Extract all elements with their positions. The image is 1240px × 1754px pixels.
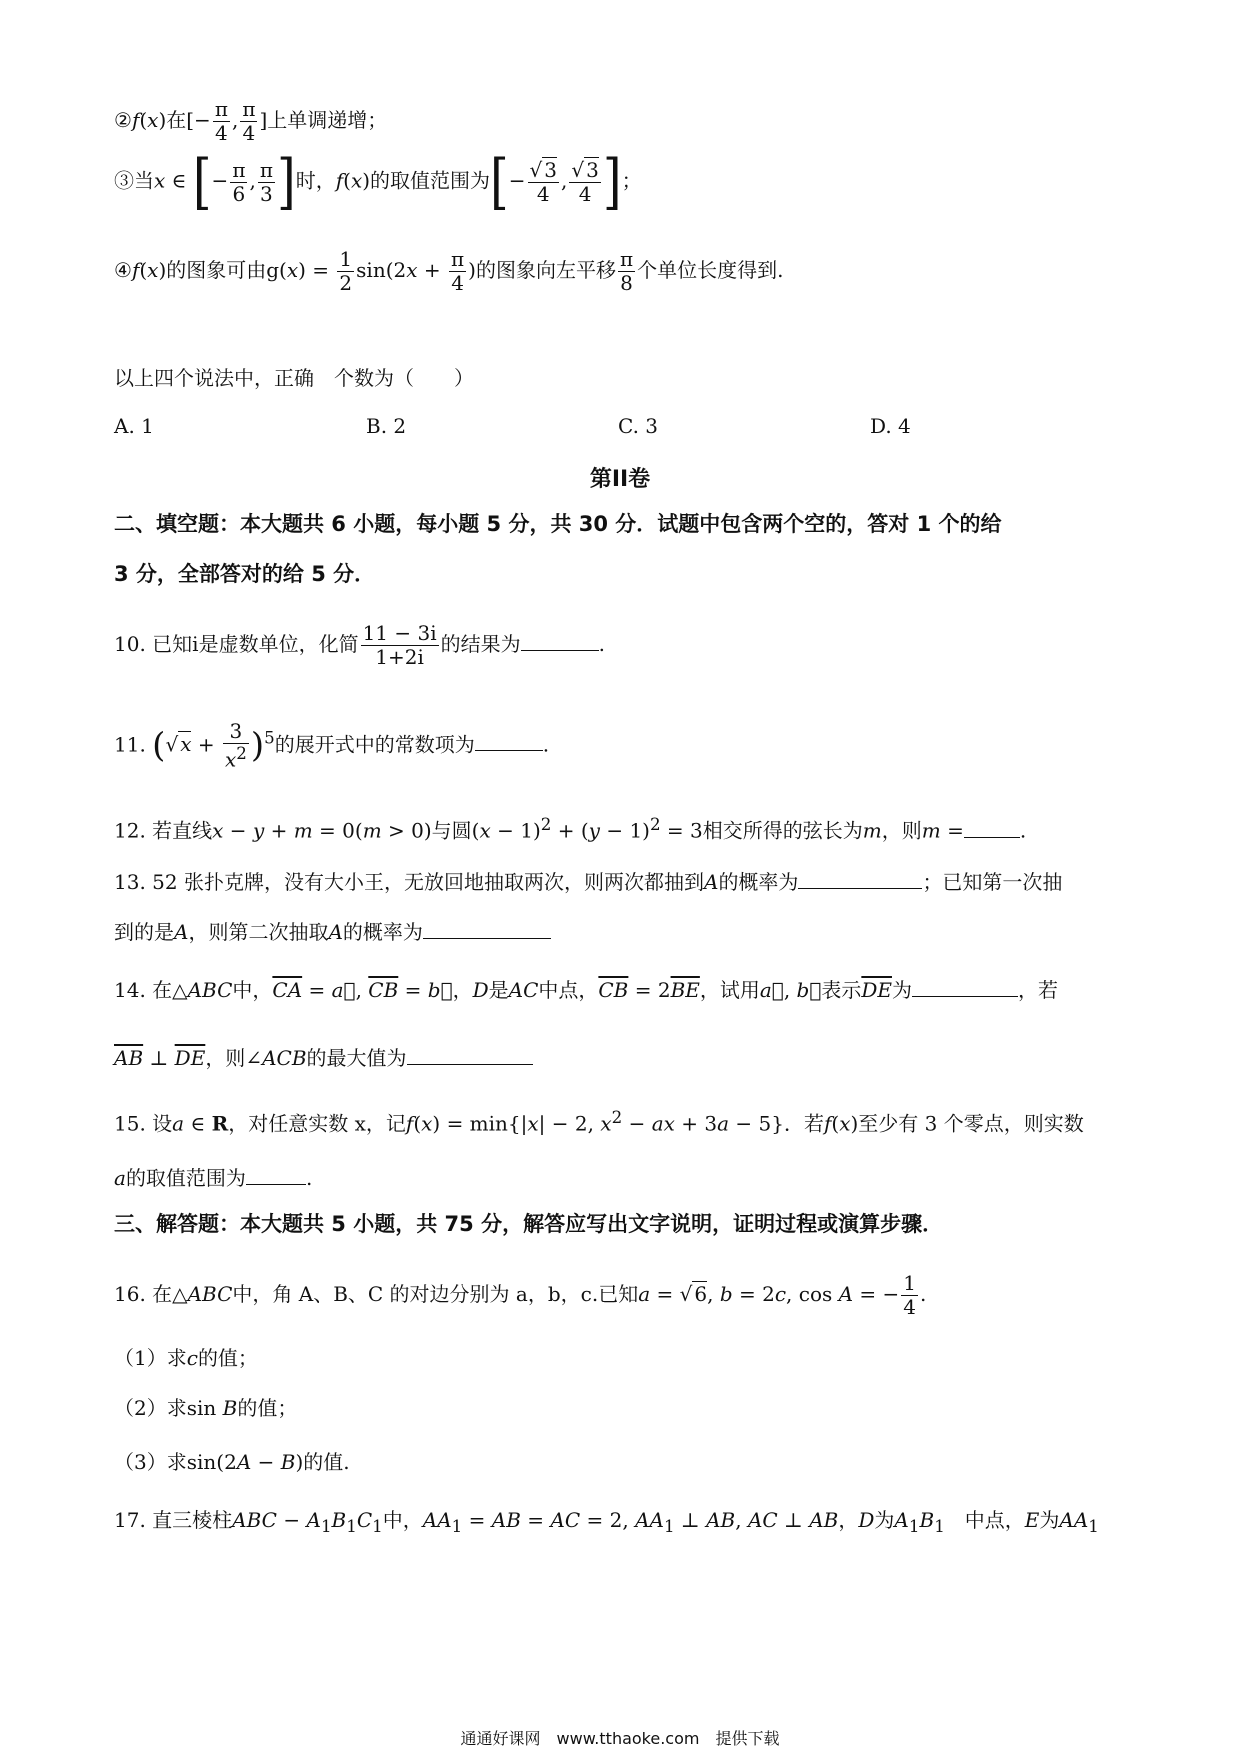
- question-9-options: [114, 414, 1140, 440]
- question-9-prompt: 以上四个说法中，正确 个数为（ ）: [114, 366, 474, 390]
- question-16-part-3: （3）求sin(2A − B)的值.: [114, 1450, 350, 1474]
- question-15-line-1: 15. 设a ∈ R，对任意实数 x，记f(x) = min{|x| − 2, $x^2$ − ax + 3a − 5}．若f(x)至少有 3 个零点，则实数: [114, 1108, 1084, 1136]
- question-13-line-2: 到的是A，则第二次抽取A的概率为: [114, 920, 1140, 944]
- page-footer: 通通好课网 www.tthaoke.com 提供下载: [460, 1729, 780, 1748]
- statement-3: ③当x ∈ [− $\frac{\pi}{6}$ , $\frac{\pi}{3}$ ]时，f(x)的取值范围为[− $\frac{√ 3}{4}$ , $\frac{√ 3}{4}$ ]；: [114, 147, 642, 217]
- option-d: D. 4: [870, 414, 911, 438]
- part-2-header-line-2: 3 分，全部答对的给 5 分．: [114, 562, 376, 586]
- question-10: 10. 已知i是虚数单位，化简 $\frac{11 - 3i}{1+2i}$ 的结果为 .: [114, 621, 605, 669]
- answer-blank[interactable]: [521, 632, 599, 651]
- question-16-part-1: （1）求c的值；: [114, 1346, 258, 1370]
- question-16-part-2: （2）求sin B的值；: [114, 1396, 298, 1420]
- part-2-header-line-1: 二、填空题：本大题共 6 小题，每小题 5 分，共 30 分．试题中包含两个空的，答对 1 个的给: [114, 512, 1002, 536]
- answer-blank[interactable]: [798, 870, 922, 889]
- question-15-line-2: a的取值范围为 .: [114, 1166, 313, 1190]
- question-17: 17. 直三棱柱ABC − $A_1B_1C_1$中，$AA_1$ = AB = AC = 2, $AA_1$ ⊥ AB, AC ⊥ AB，D为$A_1B_1$ 中点，E为$AA_1$: [114, 1508, 1099, 1536]
- answer-blank[interactable]: [407, 1046, 533, 1065]
- option-c: C. 3: [618, 414, 659, 438]
- answer-blank[interactable]: [423, 920, 551, 939]
- answer-blank[interactable]: [912, 978, 1018, 997]
- answer-blank[interactable]: [246, 1166, 306, 1185]
- answer-blank[interactable]: [475, 732, 543, 751]
- question-11: 11. (√ x + $\frac{3}{x^2}$ )$^5$的展开式中的常数项为 .: [114, 719, 550, 772]
- question-16: 16. 在△ABC中，角 A、B、C 的对边分别为 a，b，c.已知a = √ 6, b = 2c, cos A = − $\frac{1}{4}$ .: [114, 1271, 927, 1319]
- question-14-line-2: $\overline{AB}$ ⊥ $\overline{DE}$，则∠ACB的最大值为: [114, 1046, 1140, 1070]
- part-3-header: 三、解答题：本大题共 5 小题，共 75 分，解答应写出文字说明，证明过程或演算步骤．: [114, 1212, 944, 1236]
- answer-blank[interactable]: [964, 819, 1020, 838]
- question-14-line-1: 14. 在△ABC中，$\overline{CA}$ = a⃗, $\overline{CB}$ = b⃗，D是AC中点，$\overline{CB} = 2\overline{BE}$，试用a⃗, b⃗表示$\overline{DE}$为 ，若: [114, 978, 1058, 1002]
- option-a: A. 1: [114, 414, 154, 438]
- question-13-line-1: 13. 52 张扑克牌，没有大小王，无放回地抽取两次，则两次都抽到A的概率为 ；已知第一次抽: [114, 870, 1063, 894]
- section-2-title: 第II卷: [589, 467, 651, 492]
- statement-4: ④f(x)的图象可由g(x) = $\frac{1}{2}$ sin(2x + $\frac{\pi}{4}$ )的图象向左平移 $\frac{\pi}{8}$ 个单位长度得到.: [114, 247, 784, 295]
- question-12: 12. 若直线x − y + m = 0(m > 0)与圆$(x - 1)^2 + (y - 1)^2 = 3$相交所得的弦长为m，则m = .: [114, 815, 1027, 843]
- statement-2: ②f(x)在[− $\frac{\pi}{4}$ , $\frac{\pi}{4}$ ]上单调递增；: [114, 97, 388, 145]
- option-b: B. 2: [366, 414, 407, 438]
